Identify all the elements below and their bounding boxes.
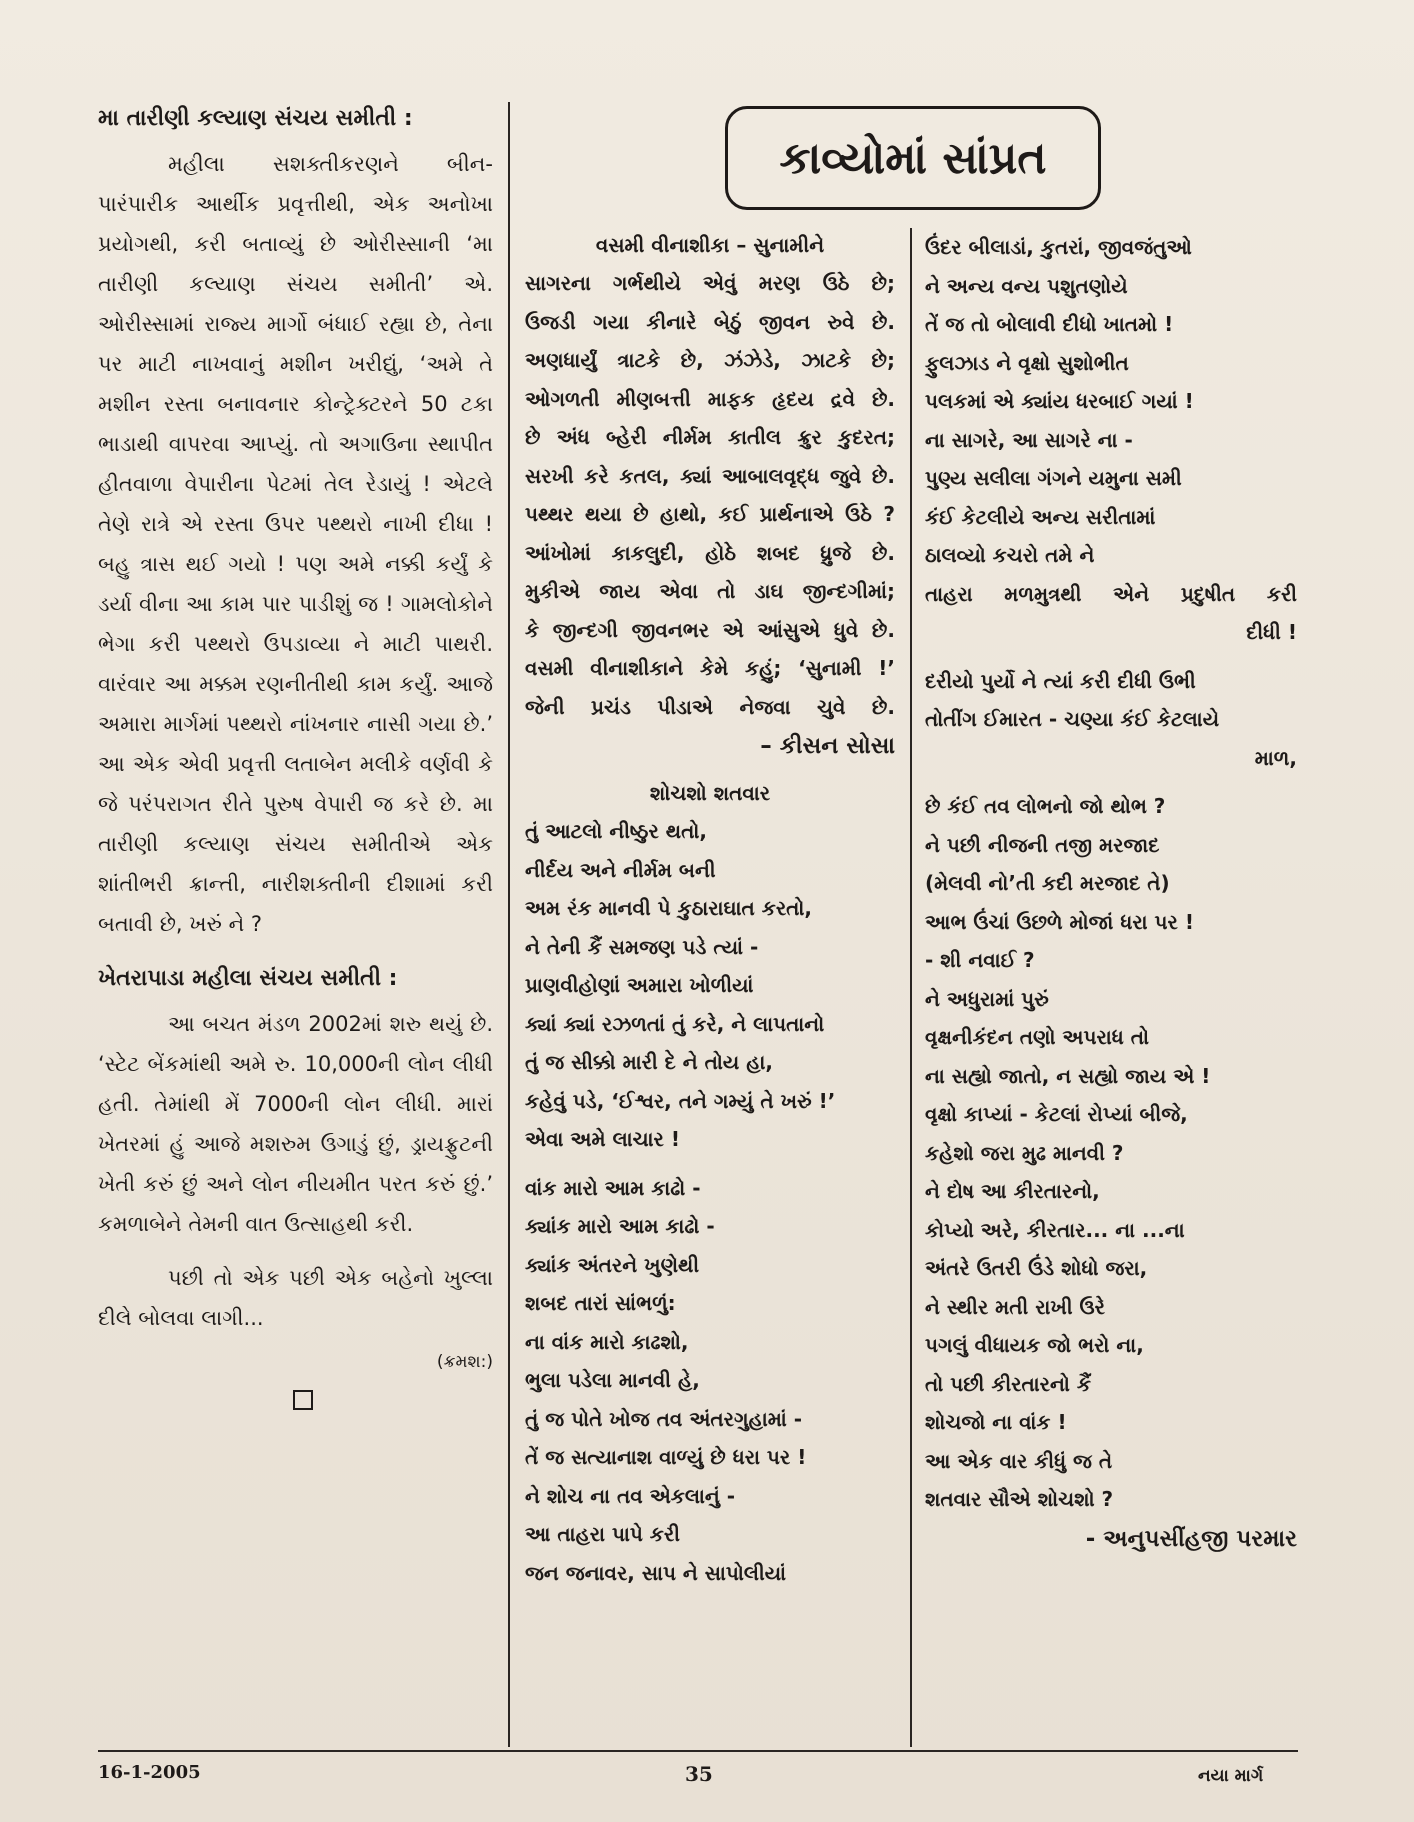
page-number: 35 [685,1762,713,1786]
poem-line: તું આટલો નીષ્ઠુર થતો, [525,819,707,843]
poem-line: પ્રાણવીહોણાં અમારા ખોળીયાં [525,973,754,997]
poem-line: વૃક્ષનીકંદન તણો અપરાધ તો [925,1025,1149,1049]
poem-line: ભુલા પડેલા માનવી હે, [525,1368,700,1392]
poem-line: તેં જ સત્યાનાશ વાળ્યું છે ધરા પર ! [525,1445,807,1469]
poem-line: શતવાર સૌએ શોચશો ? [925,1487,1114,1511]
poem-author: - અનુપસીંહજી પરમાર [1085,1525,1297,1552]
poem-stanza [525,812,895,1159]
poem-line: છે અંધ બ્હેરી નીર્મમ કાતીલ ક્રુર કુદરત; [525,425,895,449]
poem-title: વસમી વીનાશીકા – સુનામીને [595,233,825,257]
poem-line: પગલું વીધાયક જો ભરો ના, [925,1333,1144,1357]
magazine-name: નયા માર્ગ [1198,1766,1264,1786]
poem-line: ને તેની કૈં સમજણ પડે ત્યાં - [525,934,759,959]
poem-line: - શી નવાઈ ? [925,948,1035,972]
poem-line: અમ રંક માનવી પે કુઠારાઘાત કરતો, [525,896,813,920]
poem-column-right [925,228,1297,1559]
poem-column-middle [525,228,895,1592]
article-paragraph: પછી તો એક પછી એક બહેનો ખુલ્લા દીલે બોલવા લાગી... [98,1266,493,1330]
poem-line: તું જ પોતે ખોજ તવ અંતરગુહામાં - [525,1406,803,1431]
poem-line: જેની પ્રચંડ પીડાએ નેજવા ચુવે છે. [525,694,895,719]
poem-line: નીર્દય અને નીર્મમ બની [525,857,716,882]
poem-line: એવા અમે લાચાર ! [525,1127,680,1151]
end-mark [293,1390,313,1410]
poem-author: – કીસન સોસા [760,733,895,759]
poem-stanza [925,662,1297,778]
poem-line: કોપ્યો અરે, કીરતાર... ના ...ના [925,1217,1185,1242]
article-column [98,98,493,1410]
poem-line: ના વાંક મારો કાઢશો, [525,1329,689,1354]
poem-line: ઓગળતી મીણબત્તી માફક હૃદય દ્રવે છે. [525,386,895,411]
poem-line: ને સ્થીર મતી રાખી ઉરે [925,1294,1106,1319]
column-divider-left [508,102,510,1747]
poem-line: આંખોમાં કાકલુદી, હોઠે શબદ ધ્રુજે છે. [525,540,895,565]
poem-line: તું જ સીક્કો મારી દે ને તોય હા, [525,1050,773,1074]
poem-line: દીધી ! [1246,620,1297,644]
poem-line: ક્યાંક મારો આમ કાઢો - [525,1214,715,1238]
article-paragraph: મહીલા સશક્તીકરણને બીન- પારંપારીક આર્થીક પ્રવૃત્તીથી, એક અનોખા પ્રયોગથી, કરી બતાવ્યું છે ઓરીસ્સાની ‘મા તારીણી કલ્યાણ સંચય સમીતી’ એ. ઓરીસ્સામાં રાજ્ય માર્ગો બંધાઈ રહ્યા છે, તેના પર માટી નાખવાનું મશીન ખરીદ્યું, ‘અમે તે મશીન રસ્તા બનાવનાર કોન્ટ્રેક્ટરને 50 ટકા ભાડાથી વાપરવા આપ્યું. તો અગાઉના સ્થાપીત હીતવાળા વેપારીના પેટમાં તેલ રેડાયું ! એટલે તેણે રાત્રે એ રસ્તા ઉપર પથ્થરો નાખી દીધા ! બહુ ત્રાસ થઈ ગયો ! પણ અમે નક્કી કર્યું કે ડર્યા વીના આ કામ પાર પાડીશું જ ! ગામલોકોને ભેગા કરી પથ્થરો ઉપડાવ્યા ને માટી પાથરી. વારંવાર આ મક્કમ રણનીતીથી કામ કર્યું. આજે અમારા માર્ગમાં પથ્થરો નાંખનાર નાસી ગયા છે.’ આ એક એવી પ્રવૃત્તી લતાબેન મલીકે વર્ણવી કે જે પરંપરાગત રીતે પુરુષ વેપારી જ કરે છે. મા તારીણી કલ્યાણ સંચય સમીતીએ એક શાંતીભરી ક્રાન્તી, નારીશક્તીની દીશામાં કરી બતાવી છે, ખરું ને ? [98,152,493,936]
poem-line: તો પછી કીરતારનો કૈં [925,1371,1092,1396]
section-heading: ખેતરાપાડા મહીલા સંચય સમીતી : [98,966,398,991]
poem-stanza [925,787,1297,1519]
poem-title: શોચશો શતવાર [649,781,771,805]
continued-label: (ક્રમશ:) [436,1352,493,1372]
poem-line: (મેલવી નો’તી કદી મરજાદ તે) [925,871,1170,895]
poem-line: કે જીન્દગી જીવનભર એ આંસુએ ધુવે છે. [525,617,895,642]
column-divider-right [910,228,912,1747]
poem-line: ઠાલવ્યો કચરો તમે ને [925,543,1095,567]
poem-line: ના સાગરે, આ સાગરે ના - [925,427,1133,452]
poem-line: ને દોષ આ કીરતારનો, [925,1179,1100,1203]
poetry-section-title: કાવ્યોમાં સાંપ્રત [725,106,1101,210]
poem-line: ઉજડી ગયા કીનારે બેઠું જીવન રુવે છે. [525,309,895,334]
poem-line: આ એક વાર કીધું જ તે [925,1448,1113,1473]
footer-rule [98,1750,1298,1752]
poem-line: અંતરે ઉતરી ઉંડે શોધો જરા, [925,1256,1148,1280]
poem-stanza [925,228,1297,652]
poem-lines [525,264,895,726]
poem-line: આ તાહરા પાપે કરી [525,1522,680,1546]
poem-line: ને શોચ ના તવ એકલાનું - [525,1483,736,1508]
poem-line: ક્યાં ક્યાં રઝળતાં તું કરે, ને લાપતાનો [525,1011,825,1036]
poem-line: ના સહ્યો જાતો, ન સહ્યો જાય એ ! [925,1063,1211,1088]
poem-line: પલકમાં એ ક્યાંય ધરબાઈ ગયાં ! [925,389,1194,413]
poem-line: શબદ તારાં સાંભળું: [525,1291,676,1315]
poem-line: ને અધુરામાં પુરું [925,986,1049,1011]
poem-line: કંઈ કેટલીયે અન્ય સરીતામાં [925,504,1156,529]
poem-line: માળ, [1254,745,1297,770]
poem-line: છે કંઈ તવ લોભનો જો થોભ ? [925,794,1166,818]
poem-line: તોતીંગ ઈમારત - ચણ્યા કંઈ કેટલાયે [925,707,1220,731]
poem-line: તાહરા મળમુત્રથી એને પ્રદુષીત કરી [925,581,1297,606]
poem-line: વૃક્ષો કાપ્યાં - કેટલાં રોપ્યાં બીજે, [925,1102,1188,1126]
poem-stanza [525,1169,895,1593]
poem-line: આભ ઉંચાં ઉછળે મોજાં ધરા પર ! [925,909,1194,934]
poem-line: પથ્થર થયા છે હાથો, કઈ પ્રાર્થનાએ ઉઠે ? [525,502,895,526]
article-paragraph: આ બચત મંડળ 2002માં શરુ થયું છે. ‘સ્ટેટ બેંકમાંથી અમે રુ. 10,000ની લોન લીધી હતી. તેમાંથી મેં 7000ની લોન લીધી. મારાં ખેતરમાં હું આજે મશરુમ ઉગાડું છું, ડ્રાયફ્રુટની ખેતી કરું છું અને લોન નીયમીત પરત કરું છું.’ કમળાબેને તેમની વાત ઉત્સાહથી કરી. [98,1012,493,1236]
poem-line: વાંક મારો આમ કાઢો - [525,1175,701,1200]
poem-line: ક્યાંક અંતરને ખુણેથી [525,1252,700,1277]
poem-line: મુકીએ જાય એવા તો ડાઘ જીન્દગીમાં; [525,579,895,603]
poem-line: વસમી વીનાશીકાને કેમે કહું; ‘સુનામી !’ [525,656,895,680]
issue-date: 16-1-2005 [98,1762,201,1783]
section-heading: મા તારીણી કલ્યાણ સંચય સમીતી : [98,106,413,131]
poem-line: જન જનાવર, સાપ ને સાપોલીયાં [525,1560,786,1585]
poem-line: ને પછી નીજની તજી મરજાદ [925,832,1160,857]
poem-line: પુણ્ય સલીલા ગંગને યમુના સમી [925,466,1182,490]
poem-line: કહેવું પડે, ‘ઈશ્વર, તને ગમ્યું તે ખરું !’ [525,1088,836,1113]
poem-line: તેં જ તો બોલાવી દીધો ખાતમો ! [925,312,1174,336]
poem-line: ને અન્ય વન્ય પશુતણોયે [925,273,1128,298]
poem-line: ફુલઝાડ ને વૃક્ષો સુશોભીત [925,350,1129,375]
poem-line: દરીયો પુર્યો ને ત્યાં કરી દીધી ઉભી [925,668,1196,693]
poem-line: કહેશો જરા મુઢ માનવી ? [925,1140,1124,1165]
poem-line: શોચજો ના વાંક ! [925,1410,1067,1434]
poem-line: અણધાર્યું ત્રાટકે છે, ઝંઝેડે, ઝાટકે છે; [525,348,895,372]
poem-line: સાગરના ગર્ભથીયે એવું મરણ ઉઠે છે; [525,271,895,295]
poem-line: સરખી કરે કતલ, ક્યાં આબાલવૃદ્ધ જુવે છે. [525,463,895,488]
poem-line: ઉંદર બીલાડાં, કુતરાં, જીવજંતુઓ [925,235,1192,259]
